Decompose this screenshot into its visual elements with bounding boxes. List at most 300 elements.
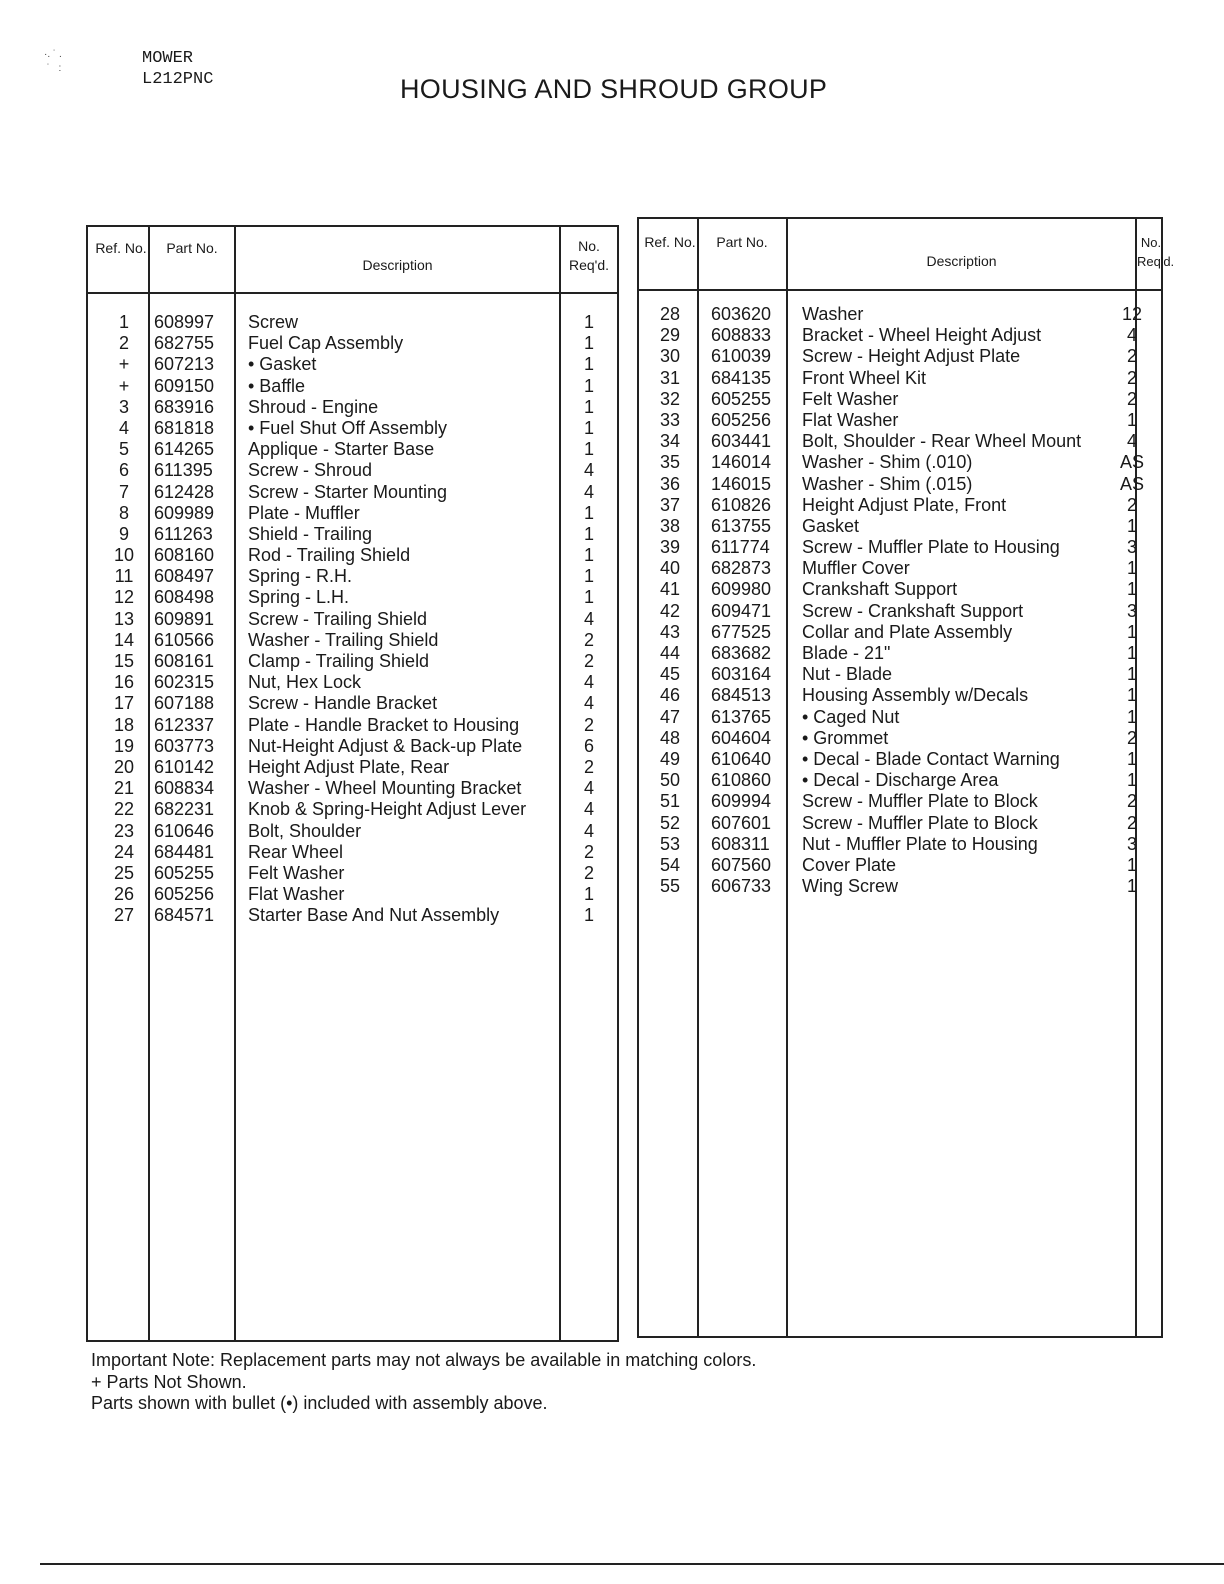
cell-part: 603441 — [711, 431, 772, 452]
cell-ref: 16 — [113, 672, 135, 693]
cell-ref: 25 — [113, 862, 135, 883]
cell-qty: 1 — [583, 545, 594, 566]
cell-part: 608311 — [711, 833, 770, 854]
cell-desc: Fuel Cap Assembly — [248, 333, 404, 354]
table-row — [639, 749, 1161, 770]
cell-part: 682873 — [711, 558, 772, 579]
cell-qty: 4 — [583, 460, 594, 481]
rows-left — [88, 312, 617, 926]
cell-ref: 5 — [118, 439, 129, 460]
cell-part: 605256 — [711, 409, 772, 430]
cell-qty: 1 — [1126, 664, 1137, 685]
table-row — [88, 482, 617, 503]
cell-desc: Collar and Plate Assembly — [802, 621, 1013, 642]
page-title: HOUSING AND SHROUD GROUP — [400, 74, 828, 104]
table-row — [88, 821, 617, 842]
cell-desc: Shroud - Engine — [248, 396, 379, 417]
cell-desc: Shield - Trailing — [248, 523, 373, 544]
table-row — [639, 389, 1161, 410]
table-row — [639, 537, 1161, 558]
cell-desc: Washer - Trailing Shield — [248, 629, 439, 650]
cell-ref: 10 — [113, 545, 135, 566]
cell-part: 677525 — [711, 621, 772, 642]
cell-desc: Starter Base And Nut Assembly — [248, 905, 500, 926]
cell-qty: 1 — [583, 375, 594, 396]
table-row — [639, 622, 1161, 643]
table-row — [639, 791, 1161, 812]
table-row — [639, 346, 1161, 367]
cell-part: 603164 — [711, 664, 772, 685]
cell-qty: 1 — [583, 587, 594, 608]
cell-qty: 2 — [583, 629, 594, 650]
cell-qty: 4 — [583, 778, 594, 799]
cell-part: 610640 — [711, 748, 772, 769]
cell-desc: Bolt, Shoulder — [248, 820, 362, 841]
cell-part: 608833 — [711, 325, 772, 346]
cell-qty: 1 — [1126, 876, 1137, 897]
cell-part: 609994 — [711, 791, 772, 812]
cell-qty: 4 — [583, 820, 594, 841]
cell-ref: 47 — [659, 706, 681, 727]
table-row — [639, 728, 1161, 749]
cell-part: 603773 — [154, 735, 215, 756]
table-row — [88, 884, 617, 905]
cell-part: 609150 — [154, 375, 215, 396]
cell-part: 613765 — [711, 706, 772, 727]
cell-qty: 4 — [1126, 431, 1137, 452]
cell-qty: 2 — [1126, 346, 1137, 367]
cell-desc: Screw — [248, 312, 299, 332]
header-qty: No. Req'd. — [1137, 235, 1175, 269]
cell-part: 607188 — [154, 693, 215, 714]
cell-part: 612337 — [154, 714, 215, 735]
cell-ref: 38 — [659, 515, 681, 536]
cell-part: 610860 — [711, 770, 772, 791]
cell-qty: 1 — [583, 905, 594, 926]
cell-desc: Nut, Hex Lock — [248, 672, 362, 693]
cell-ref: 31 — [659, 367, 681, 388]
table-row — [88, 736, 617, 757]
product-name: MOWER — [142, 49, 194, 68]
table-row — [639, 558, 1161, 579]
cell-desc: Screw - Crankshaft Support — [802, 600, 1024, 621]
cell-ref: 26 — [113, 884, 135, 905]
cell-desc: Felt Washer — [248, 862, 345, 883]
cell-qty: 1 — [1126, 685, 1137, 706]
header-part-no: Part No. — [716, 234, 768, 250]
table-row — [639, 876, 1161, 897]
cell-ref: 15 — [113, 651, 135, 671]
table-row — [88, 651, 617, 672]
cell-ref: 36 — [659, 473, 681, 494]
table-row — [88, 503, 617, 524]
cell-desc: • Decal - Discharge Area — [802, 770, 999, 791]
cell-ref: 40 — [659, 558, 681, 579]
cell-ref: + — [118, 375, 130, 396]
cell-qty: 2 — [1126, 367, 1137, 388]
table-row — [639, 643, 1161, 664]
cell-part: 609980 — [711, 579, 772, 600]
cell-ref: 9 — [118, 523, 129, 544]
cell-qty: 3 — [1126, 600, 1137, 621]
cell-desc: Screw - Handle Bracket — [248, 693, 438, 714]
cell-qty: 2 — [1126, 791, 1137, 812]
cell-qty: 1 — [1126, 579, 1137, 600]
cell-ref: 2 — [118, 333, 129, 354]
cell-qty: 1 — [583, 439, 594, 460]
cell-desc: Gasket — [802, 515, 860, 536]
cell-desc: Blade - 21" — [802, 643, 891, 663]
cell-part: 683916 — [154, 396, 215, 417]
cell-desc: Bracket - Wheel Height Adjust — [802, 325, 1042, 346]
cell-qty: 3 — [1126, 833, 1137, 854]
cell-desc: • Grommet — [802, 727, 889, 748]
cell-desc: Knob & Spring-Height Adjust Lever — [248, 799, 527, 820]
cell-desc: • Caged Nut — [802, 706, 900, 727]
cell-part: 614265 — [154, 439, 215, 460]
cell-ref: 6 — [118, 460, 129, 481]
note-parts-not-shown: + Parts Not Shown. — [91, 1371, 247, 1392]
cell-qty: 1 — [583, 417, 594, 438]
cell-desc: Felt Washer — [802, 388, 899, 409]
cell-ref: 30 — [659, 346, 681, 367]
cell-desc: Flat Washer — [248, 884, 345, 905]
cell-desc: Spring - R.H. — [248, 566, 353, 587]
cell-desc: Bolt, Shoulder - Rear Wheel Mount — [802, 431, 1082, 452]
cell-qty: 1 — [1126, 643, 1137, 663]
table-row — [88, 842, 617, 863]
cell-ref: 37 — [659, 494, 681, 515]
cell-desc: Flat Washer — [802, 409, 899, 430]
table-row — [88, 630, 617, 651]
cell-desc: Applique - Starter Base — [248, 439, 435, 460]
table-row — [639, 770, 1161, 791]
cell-desc: Height Adjust Plate, Rear — [248, 756, 450, 777]
cell-part: 606733 — [711, 876, 772, 897]
cell-ref: 4 — [118, 417, 129, 438]
cell-part: 607213 — [154, 354, 215, 375]
table-row — [88, 587, 617, 608]
cell-desc: • Fuel Shut Off Assembly — [248, 417, 448, 438]
notes — [91, 1350, 756, 1415]
cell-ref: 8 — [118, 502, 129, 523]
table-row — [88, 566, 617, 587]
cell-part: 611774 — [711, 537, 770, 558]
cell-desc: Rod - Trailing Shield — [248, 545, 411, 566]
cell-ref: 53 — [659, 833, 681, 854]
cell-part: 610826 — [711, 494, 772, 515]
table-row — [88, 609, 617, 630]
cell-part: 682231 — [154, 799, 215, 820]
table-row — [639, 685, 1161, 706]
cell-part: 613755 — [711, 515, 772, 536]
cell-desc: Washer - Shim (.015) — [802, 473, 973, 494]
cell-ref: 17 — [113, 693, 135, 714]
cell-desc: Front Wheel Kit — [802, 367, 927, 388]
cell-qty: 2 — [1126, 727, 1137, 748]
cell-desc: Screw - Muffler Plate to Block — [802, 791, 1038, 812]
cell-part: 681818 — [154, 417, 215, 438]
cell-part: 607601 — [711, 812, 772, 833]
cell-qty: 2 — [583, 862, 594, 883]
cell-qty: 1 — [1126, 409, 1137, 430]
table-row — [88, 418, 617, 439]
table-row — [88, 757, 617, 778]
cell-ref: 14 — [113, 629, 135, 650]
parts-table-left — [86, 225, 619, 1342]
cell-desc: Height Adjust Plate, Front — [802, 494, 1007, 515]
cell-qty: 1 — [583, 884, 594, 905]
cell-ref: 29 — [659, 325, 681, 346]
cell-part: 609891 — [154, 608, 215, 629]
model-block — [142, 48, 213, 90]
table-row — [88, 439, 617, 460]
bottom-rule — [40, 1563, 1224, 1565]
cell-ref: 27 — [113, 905, 135, 926]
table-row — [88, 376, 617, 397]
cell-desc: Cover Plate — [802, 854, 897, 875]
cell-qty: 2 — [583, 756, 594, 777]
cell-qty: 2 — [583, 841, 594, 862]
cell-desc: Screw - Trailing Shield — [248, 608, 428, 629]
cell-part: 608161 — [154, 651, 215, 671]
table-row — [639, 813, 1161, 834]
note-important: Important Note: Replacement parts may not always be available in matching colors. — [91, 1350, 757, 1370]
table-row — [639, 834, 1161, 855]
cell-qty: 1 — [583, 333, 594, 354]
table-row — [88, 672, 617, 693]
cell-qty: 1 — [583, 354, 594, 375]
cell-qty: 1 — [583, 502, 594, 523]
model-number: L212PNC — [142, 70, 214, 89]
table-row — [88, 545, 617, 566]
header-part-no: Part No. — [166, 240, 218, 256]
table-row — [88, 460, 617, 481]
cell-desc: Muffler Cover — [802, 558, 910, 579]
cell-part: 611395 — [154, 460, 213, 481]
cell-part: 603620 — [711, 304, 772, 324]
cell-ref: 21 — [113, 778, 135, 799]
cell-part: 609471 — [711, 600, 772, 621]
table-row — [639, 452, 1161, 473]
cell-part: 146015 — [711, 473, 772, 494]
cell-ref: 50 — [659, 770, 681, 791]
cell-qty: 2 — [583, 714, 594, 735]
table-row — [88, 312, 617, 333]
cell-part: 609989 — [154, 502, 215, 523]
cell-desc: Screw - Height Adjust Plate — [802, 346, 1021, 367]
cell-part: 608498 — [154, 587, 215, 608]
cell-ref: 12 — [113, 587, 135, 608]
cell-desc: Screw - Starter Mounting — [248, 481, 448, 502]
cell-ref: + — [118, 354, 130, 375]
cell-part: 604604 — [711, 727, 772, 748]
cell-part: 610039 — [711, 346, 772, 367]
cell-ref: 39 — [659, 537, 681, 558]
cell-qty: AS — [1119, 452, 1144, 473]
cell-desc: Crankshaft Support — [802, 579, 958, 600]
cell-desc: Housing Assembly w/Decals — [802, 685, 1029, 706]
cell-qty: 4 — [583, 693, 594, 714]
cell-part: 610142 — [154, 756, 215, 777]
cell-ref: 44 — [659, 643, 681, 663]
table-row — [88, 799, 617, 820]
cell-ref: 45 — [659, 664, 681, 685]
cell-ref: 24 — [113, 841, 135, 862]
cell-desc: Nut - Muffler Plate to Housing — [802, 833, 1038, 854]
cell-qty: 1 — [1126, 621, 1137, 642]
cell-ref: 43 — [659, 621, 681, 642]
cell-ref: 34 — [659, 431, 681, 452]
cell-part: 684481 — [154, 841, 215, 862]
cell-part: 146014 — [711, 452, 772, 473]
table-row — [88, 354, 617, 375]
table-row — [639, 707, 1161, 728]
cell-qty: 1 — [583, 312, 594, 332]
cell-desc: • Baffle — [248, 375, 306, 396]
cell-ref: 52 — [659, 812, 681, 833]
table-row — [639, 431, 1161, 452]
cell-qty: 1 — [1126, 770, 1137, 791]
table-row — [639, 368, 1161, 389]
cell-ref: 32 — [659, 388, 681, 409]
cell-qty: AS — [1119, 473, 1144, 494]
cell-qty: 1 — [1126, 706, 1137, 727]
cell-qty: 1 — [583, 396, 594, 417]
header-ref-no: Ref. No. — [95, 240, 147, 256]
cell-part: 611263 — [154, 523, 213, 544]
cell-ref: 11 — [114, 566, 134, 587]
cell-part: 605255 — [154, 862, 215, 883]
cell-desc: Wing Screw — [802, 876, 899, 897]
cell-ref: 18 — [113, 714, 135, 735]
parts-table-right — [637, 217, 1175, 1338]
table-row — [639, 855, 1161, 876]
cell-part: 608160 — [154, 545, 215, 566]
cell-desc: Clamp - Trailing Shield — [248, 651, 430, 671]
cell-desc: Screw - Shroud — [248, 460, 373, 481]
cell-part: 684135 — [711, 367, 772, 388]
cell-qty: 1 — [583, 523, 594, 544]
cell-part: 605255 — [711, 388, 772, 409]
table-row — [88, 778, 617, 799]
cell-desc: Plate - Muffler — [248, 502, 360, 523]
table-row — [88, 693, 617, 714]
cell-desc: Spring - L.H. — [248, 587, 350, 608]
cell-ref: 3 — [118, 396, 129, 417]
cell-ref: 1 — [118, 312, 129, 332]
table-row — [639, 495, 1161, 516]
cell-qty: 1 — [1126, 748, 1137, 769]
table-row — [639, 579, 1161, 600]
table-row — [88, 905, 617, 926]
cell-qty: 4 — [1126, 325, 1137, 346]
cell-part: 608834 — [154, 778, 215, 799]
cell-ref: 48 — [659, 727, 681, 748]
cell-ref: 54 — [659, 854, 681, 875]
cell-qty: 4 — [583, 799, 594, 820]
header-description: Description — [362, 257, 433, 273]
cell-part: 608997 — [154, 312, 215, 332]
cell-part: 608497 — [154, 566, 215, 587]
cell-qty: 2 — [583, 651, 594, 671]
cell-ref: 55 — [659, 876, 681, 897]
cell-desc: Washer — [802, 304, 864, 324]
cell-qty: 1 — [1126, 515, 1137, 536]
cell-ref: 46 — [659, 685, 681, 706]
cell-qty: 4 — [583, 481, 594, 502]
cell-qty: 1 — [1126, 558, 1137, 579]
cell-ref: 19 — [113, 735, 135, 756]
cell-ref: 35 — [659, 452, 681, 473]
cell-part: 684571 — [154, 905, 215, 926]
cell-part: 610646 — [154, 820, 215, 841]
cell-ref: 49 — [659, 748, 681, 769]
cell-ref: 23 — [113, 820, 135, 841]
table-row — [639, 664, 1161, 685]
cell-ref: 41 — [659, 579, 681, 600]
cell-part: 612428 — [154, 481, 215, 502]
table-row — [639, 325, 1161, 346]
cell-desc: Plate - Handle Bracket to Housing — [248, 714, 520, 735]
table-row — [639, 516, 1161, 537]
header-description: Description — [926, 253, 997, 269]
cell-ref: 20 — [113, 756, 135, 777]
cell-qty: 6 — [583, 735, 594, 756]
cell-desc: Washer - Wheel Mounting Bracket — [248, 778, 522, 799]
cell-ref: 7 — [118, 481, 129, 502]
cell-ref: 51 — [659, 791, 681, 812]
cell-part: 602315 — [154, 672, 215, 693]
cell-qty: 1 — [1126, 854, 1137, 875]
table-row — [88, 333, 617, 354]
cell-qty: 12 — [1121, 304, 1143, 324]
cell-part: 605256 — [154, 884, 215, 905]
header-ref-no: Ref. No. — [644, 234, 696, 250]
rows-right — [639, 304, 1161, 897]
cell-qty: 4 — [583, 672, 594, 693]
cell-part: 682755 — [154, 333, 215, 354]
cell-ref: 22 — [113, 799, 135, 820]
cell-ref: 28 — [659, 304, 681, 324]
cell-qty: 3 — [1126, 537, 1137, 558]
cell-qty: 1 — [583, 566, 594, 587]
table-row — [639, 474, 1161, 495]
cell-desc: Rear Wheel — [248, 841, 344, 862]
cell-qty: 4 — [583, 608, 594, 629]
cell-qty: 2 — [1126, 494, 1137, 515]
scan-specks: ·. ˙ . ˙ : — [44, 49, 62, 74]
cell-desc: Nut-Height Adjust & Back-up Plate — [248, 735, 523, 756]
cell-ref: 13 — [113, 608, 135, 629]
header-qty: No. Req'd. — [568, 238, 610, 273]
cell-ref: 33 — [659, 409, 681, 430]
table-row — [88, 863, 617, 884]
cell-part: 684513 — [711, 685, 772, 706]
note-bullet: Parts shown with bullet (•) included with assembly above. — [91, 1393, 548, 1413]
cell-qty: 2 — [1126, 812, 1137, 833]
cell-part: 683682 — [711, 643, 772, 663]
table-row — [639, 601, 1161, 622]
cell-desc: Screw - Muffler Plate to Housing — [802, 537, 1060, 558]
table-row — [639, 410, 1161, 431]
cell-desc: • Decal - Blade Contact Warning — [802, 748, 1060, 769]
table-row — [88, 715, 617, 736]
cell-desc: Screw - Muffler Plate to Block — [802, 812, 1038, 833]
cell-part: 607560 — [711, 854, 772, 875]
cell-desc: • Gasket — [248, 354, 317, 375]
cell-part: 610566 — [154, 629, 215, 650]
